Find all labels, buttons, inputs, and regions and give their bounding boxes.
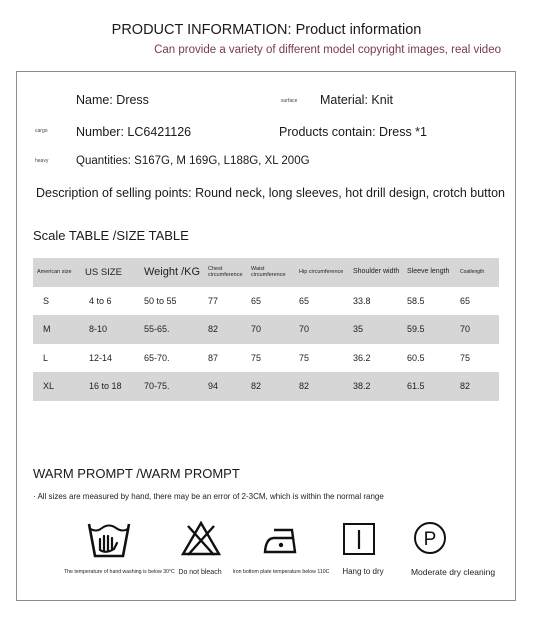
table-cell: 65 bbox=[299, 295, 310, 306]
table-cell: 70 bbox=[251, 324, 262, 335]
heavy-label: heavy bbox=[35, 158, 49, 164]
column-header: Hip circumference bbox=[299, 269, 344, 276]
page-subtitle: Can provide a variety of different model copyright images, real video bbox=[154, 44, 501, 56]
svg-text:P: P bbox=[423, 529, 437, 550]
column-header: Coatlength bbox=[460, 269, 485, 276]
page-title: PRODUCT INFORMATION: Product information bbox=[111, 22, 422, 38]
table-cell: L bbox=[43, 352, 49, 363]
table-row bbox=[33, 287, 499, 316]
table-cell: 33.8 bbox=[353, 295, 371, 306]
table-cell: S bbox=[43, 295, 50, 306]
table-cell: 58.5 bbox=[407, 295, 425, 306]
care-label-hang-dry: Hang to dry bbox=[342, 567, 384, 576]
care-label-iron: Iron bottom plate temperature below 110C bbox=[232, 569, 330, 575]
table-cell: 70 bbox=[460, 324, 471, 335]
table-cell: 75 bbox=[460, 352, 471, 363]
table-row bbox=[33, 372, 499, 401]
product-material: Material: Knit bbox=[320, 93, 393, 107]
cargo-label: cargo bbox=[35, 128, 48, 134]
column-header: Shoulder width bbox=[353, 268, 400, 276]
table-cell: 65 bbox=[251, 295, 262, 306]
warm-prompt-title: WARM PROMPT /WARM PROMPT bbox=[33, 466, 240, 481]
dry-clean-icon bbox=[412, 520, 448, 556]
product-description: Description of selling points: Round neck, long sleeves, hot drill design, crotch button bbox=[36, 186, 506, 200]
table-cell: 82 bbox=[460, 381, 471, 392]
table-cell: 65-70. bbox=[144, 352, 170, 363]
size-table-title: Scale TABLE /SIZE TABLE bbox=[33, 228, 189, 243]
table-cell: 59.5 bbox=[407, 324, 425, 335]
measurement-note: · All sizes are measured by hand, there may be an error of 2-3CM, which is within the normal range bbox=[33, 492, 384, 501]
table-row bbox=[33, 315, 499, 344]
table-cell: 12-14 bbox=[89, 352, 113, 363]
table-cell: 70-75. bbox=[144, 381, 170, 392]
product-contains: Products contain: Dress *1 bbox=[279, 125, 427, 139]
hand-wash-icon bbox=[86, 520, 132, 560]
table-cell: M bbox=[43, 324, 51, 335]
table-cell: 94 bbox=[208, 381, 219, 392]
column-header: American size bbox=[37, 269, 72, 276]
product-quantities: Quantities: S167G, M 169G, L188G, XL 200G bbox=[76, 155, 310, 167]
size-table-header bbox=[33, 258, 499, 287]
table-cell: 75 bbox=[299, 352, 310, 363]
size-table bbox=[33, 258, 499, 401]
table-cell: XL bbox=[43, 381, 55, 392]
table-cell: 38.2 bbox=[353, 381, 371, 392]
table-cell: 50 to 55 bbox=[144, 295, 177, 306]
hang-dry-icon bbox=[342, 522, 376, 556]
table-row bbox=[33, 344, 499, 373]
table-cell: 35 bbox=[353, 324, 364, 335]
column-header: Chest circumference bbox=[208, 266, 243, 279]
table-cell: 82 bbox=[299, 381, 310, 392]
table-cell: 70 bbox=[299, 324, 310, 335]
column-header: Sleeve length bbox=[407, 268, 450, 276]
column-header: Waist circumference bbox=[251, 266, 286, 279]
surface-label: surface bbox=[281, 98, 298, 104]
table-cell: 55-65. bbox=[144, 324, 170, 335]
table-cell: 87 bbox=[208, 352, 219, 363]
care-label-no-bleach: Do not bleach bbox=[178, 569, 222, 576]
table-cell: 36.2 bbox=[353, 352, 371, 363]
table-cell: 82 bbox=[208, 324, 219, 335]
table-cell: 65 bbox=[460, 295, 471, 306]
table-cell: 61.5 bbox=[407, 381, 425, 392]
table-cell: 4 to 6 bbox=[89, 295, 112, 306]
no-bleach-icon bbox=[180, 520, 222, 558]
product-name: Name: Dress bbox=[76, 93, 149, 107]
column-header: Weight /KG bbox=[144, 266, 201, 279]
table-cell: 8-10 bbox=[89, 324, 108, 335]
iron-low-icon bbox=[262, 524, 302, 556]
care-label-hand-wash: The temperature of hand washing is below 30°C bbox=[64, 569, 175, 575]
table-cell: 60.5 bbox=[407, 352, 425, 363]
table-cell: 16 to 18 bbox=[89, 381, 122, 392]
product-number: Number: LC6421126 bbox=[76, 125, 192, 139]
table-cell: 77 bbox=[208, 295, 219, 306]
table-cell: 75 bbox=[251, 352, 262, 363]
care-label-dry-clean: Moderate dry cleaning bbox=[410, 567, 496, 577]
column-header: US SIZE bbox=[85, 266, 122, 278]
table-cell: 82 bbox=[251, 381, 262, 392]
